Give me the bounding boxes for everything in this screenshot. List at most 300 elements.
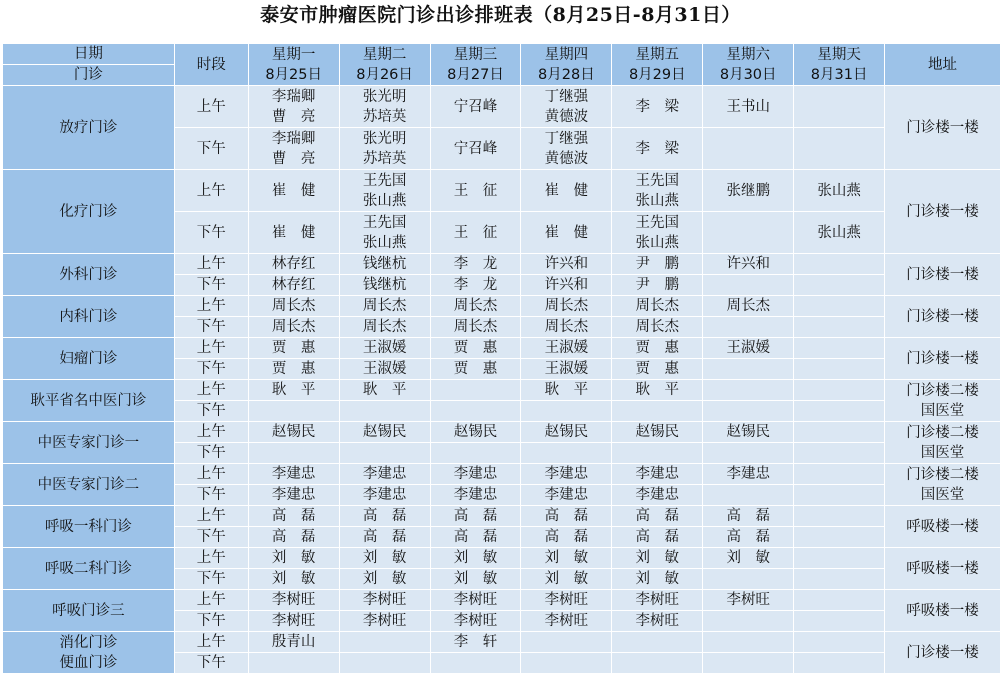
- doctor-name: 高 磊: [726, 508, 770, 524]
- department-name-line: 内科门诊: [59, 308, 118, 325]
- schedule-cell: [612, 296, 703, 317]
- department-name-line: 化疗门诊: [59, 203, 118, 220]
- schedule-cell: [521, 212, 612, 254]
- session-label-text: 下午: [196, 571, 226, 587]
- doctor-name: 李树旺: [726, 592, 770, 608]
- schedule-cell: [794, 359, 885, 380]
- session-label: [174, 254, 248, 275]
- doctor-name: 刘 敏: [271, 571, 316, 587]
- schedule-cell: [794, 611, 885, 632]
- schedule-cell: [794, 548, 885, 569]
- schedule-cell: [612, 170, 703, 212]
- doctor-name: 张山燕: [362, 234, 407, 251]
- schedule-cell: [703, 170, 794, 212]
- schedule-cell: [703, 86, 794, 128]
- schedule-cell: [430, 611, 521, 632]
- department-name-line: 中医专家门诊二: [37, 476, 140, 493]
- schedule-cell: [248, 359, 339, 380]
- session-label-text: 上午: [196, 382, 226, 398]
- schedule-cell: [794, 485, 885, 506]
- session-label: [174, 611, 248, 632]
- doctor-name: 刘 敏: [635, 550, 680, 566]
- schedule-cell: [430, 485, 521, 506]
- address-line: 门诊楼一楼: [906, 203, 979, 220]
- department-name-line: 妇瘤门诊: [59, 350, 118, 367]
- schedule-cell: [703, 380, 794, 401]
- table-row: [3, 170, 1001, 212]
- schedule-cell: [430, 443, 521, 464]
- doctor-name: 赵锡民: [544, 424, 589, 440]
- table-row: [3, 380, 1001, 401]
- session-label: [174, 569, 248, 590]
- schedule-cell: [339, 653, 430, 674]
- doctor-name: 李建忠: [362, 487, 407, 503]
- session-label-text: 上午: [196, 592, 226, 608]
- schedule-cell: [339, 506, 430, 527]
- schedule-cell: [794, 653, 885, 674]
- schedule-cell: [248, 527, 339, 548]
- session-label-text: 下午: [196, 487, 226, 503]
- session-label-text: 上午: [196, 634, 226, 650]
- session-label-text: 上午: [196, 182, 226, 199]
- date-label: 8月31日: [810, 66, 868, 83]
- schedule-cell: [430, 569, 521, 590]
- doctor-name: 周长杰: [635, 298, 680, 314]
- doctor-name: 丁继强: [544, 88, 589, 105]
- schedule-cell: [703, 590, 794, 611]
- session-label: [174, 464, 248, 485]
- department-name: [3, 506, 175, 548]
- weekday-label: 星期五: [635, 46, 680, 63]
- doctor-name: 李建忠: [271, 487, 316, 503]
- date-label: 8月27日: [447, 66, 504, 83]
- session-label-text: 上午: [196, 340, 226, 356]
- schedule-cell: [521, 317, 612, 338]
- doctor-name: 曹 亮: [271, 108, 316, 125]
- schedule-cell: [339, 632, 430, 653]
- doctor-name: 王淑媛: [362, 361, 407, 377]
- schedule-cell: [794, 275, 885, 296]
- doctor-name: 贾 惠: [453, 361, 498, 377]
- schedule-cell: [248, 569, 339, 590]
- session-label-text: 下午: [196, 529, 226, 545]
- department-name: [3, 86, 175, 170]
- doctor-name: 赵锡民: [726, 424, 770, 440]
- doctor-name: 丁继强: [544, 130, 589, 147]
- schedule-cell: [430, 401, 521, 422]
- department-address: [885, 338, 1001, 380]
- session-label: [174, 548, 248, 569]
- table-row: [3, 296, 1001, 317]
- doctor-name: 贾 惠: [635, 361, 680, 377]
- schedule-cell: [703, 254, 794, 275]
- doctor-name: 尹 鹏: [635, 277, 680, 293]
- schedule-cell: [794, 632, 885, 653]
- schedule-cell: [430, 212, 521, 254]
- schedule-cell: [339, 548, 430, 569]
- doctor-name: 高 磊: [271, 529, 316, 545]
- table-row: [3, 464, 1001, 485]
- schedule-cell: [703, 338, 794, 359]
- doctor-name: 刘 敏: [453, 550, 498, 566]
- schedule-cell: [703, 632, 794, 653]
- weekday-label: 星期六: [726, 46, 770, 63]
- schedule-cell: [248, 275, 339, 296]
- table-row: [3, 338, 1001, 359]
- doctor-name: 张山燕: [817, 224, 861, 241]
- schedule-cell: [248, 611, 339, 632]
- session-label-text: 下午: [196, 655, 226, 671]
- day-header: [521, 44, 612, 86]
- date-label: 8月30日: [719, 66, 777, 83]
- schedule-cell: [339, 464, 430, 485]
- schedule-cell: [430, 653, 521, 674]
- schedule-cell: [430, 527, 521, 548]
- department-address: [885, 422, 1001, 464]
- session-label-text: 上午: [196, 298, 226, 314]
- doctor-name: 李树旺: [362, 613, 407, 629]
- doctor-name: 高 磊: [271, 508, 316, 524]
- schedule-cell: [612, 254, 703, 275]
- schedule-cell: [339, 86, 430, 128]
- doctor-name: 苏培英: [362, 150, 407, 167]
- department-name-line: 放疗门诊: [59, 119, 118, 136]
- department-address: [885, 170, 1001, 254]
- doctor-name: 李树旺: [362, 592, 407, 608]
- schedule-cell: [339, 611, 430, 632]
- doctor-name: 李建忠: [362, 466, 407, 482]
- doctor-name: 王先国: [635, 172, 680, 189]
- department-name: [3, 422, 175, 464]
- schedule-cell: [612, 359, 703, 380]
- weekday-label: 星期四: [544, 46, 589, 63]
- schedule-cell: [612, 569, 703, 590]
- schedule-cell: [248, 443, 339, 464]
- schedule-cell: [703, 485, 794, 506]
- schedule-cell: [521, 296, 612, 317]
- department-name-line: 消化门诊: [59, 634, 118, 651]
- day-header: [794, 44, 885, 86]
- session-label-text: 上午: [196, 256, 226, 272]
- session-label: [174, 401, 248, 422]
- schedule-cell: [612, 506, 703, 527]
- schedule-cell: [521, 632, 612, 653]
- address-line: 国医堂: [920, 486, 965, 503]
- doctor-name: 刘 敏: [635, 571, 680, 587]
- department-name-line: 呼吸一科门诊: [44, 518, 132, 535]
- department-name-line: 便血门诊: [59, 654, 118, 671]
- doctor-name: 宁召峰: [453, 98, 498, 115]
- doctor-name: 高 磊: [544, 529, 589, 545]
- doctor-name: 苏培英: [362, 108, 407, 125]
- schedule-cell: [248, 170, 339, 212]
- address-line: 呼吸楼一楼: [906, 518, 979, 535]
- session-label: [174, 212, 248, 254]
- doctor-name: 高 磊: [635, 508, 680, 524]
- schedule-cell: [248, 86, 339, 128]
- doctor-name: 周长杰: [271, 319, 316, 335]
- doctor-name: 贾 惠: [271, 361, 316, 377]
- doctor-name: 李 梁: [635, 140, 680, 157]
- schedule-cell: [339, 128, 430, 170]
- table-row: [3, 632, 1001, 653]
- schedule-cell: [794, 380, 885, 401]
- department-name: [3, 464, 175, 506]
- doctor-name: 王淑媛: [544, 361, 589, 377]
- period-header: [174, 44, 248, 86]
- schedule-cell: [248, 464, 339, 485]
- schedule-cell: [612, 86, 703, 128]
- session-label: [174, 506, 248, 527]
- address-line: 门诊楼一楼: [906, 350, 979, 367]
- weekday-label: 星期二: [362, 46, 407, 63]
- schedule-cell: [612, 401, 703, 422]
- doctor-name: 耿 平: [544, 382, 589, 398]
- doctor-name: 高 磊: [362, 529, 407, 545]
- department-address: [885, 632, 1001, 674]
- doctor-name: 王先国: [635, 214, 680, 231]
- schedule-cell: [521, 170, 612, 212]
- doctor-name: 黄德波: [544, 150, 589, 167]
- schedule-cell: [612, 653, 703, 674]
- session-label-text: 下午: [196, 277, 226, 293]
- doctor-name: 李树旺: [453, 592, 498, 608]
- department-address: [885, 548, 1001, 590]
- schedule-cell: [794, 506, 885, 527]
- doctor-name: 李树旺: [544, 613, 589, 629]
- schedule-cell: [794, 86, 885, 128]
- department-address: [885, 590, 1001, 632]
- address-line: 门诊楼二楼: [906, 466, 979, 483]
- department-address: [885, 506, 1001, 548]
- schedule-cell: [703, 128, 794, 170]
- doctor-name: 李瑞卿: [271, 88, 316, 105]
- doctor-name: 张继鹏: [726, 182, 770, 199]
- address-header: [885, 44, 1001, 86]
- address-line: 国医堂: [920, 402, 965, 419]
- session-label-text: 下午: [196, 403, 226, 419]
- doctor-name: 许兴和: [726, 256, 770, 272]
- doctor-name: 耿 平: [271, 382, 316, 398]
- schedule-cell: [339, 485, 430, 506]
- doctor-name: 耿 平: [362, 382, 407, 398]
- doctor-name: 周长杰: [453, 319, 498, 335]
- doctor-name: 高 磊: [362, 508, 407, 524]
- schedule-cell: [248, 254, 339, 275]
- schedule-cell: [521, 611, 612, 632]
- doctor-name: 李建忠: [453, 487, 498, 503]
- doctor-name: 张山燕: [635, 234, 680, 251]
- doctor-name: 王书山: [726, 98, 770, 115]
- doctor-name: 许兴和: [544, 256, 589, 272]
- doctor-name: 高 磊: [453, 508, 498, 524]
- doctor-name: 李 轩: [453, 634, 498, 650]
- schedule-cell: [339, 296, 430, 317]
- schedule-cell: [794, 338, 885, 359]
- schedule-cell: [612, 590, 703, 611]
- session-label: [174, 527, 248, 548]
- doctor-name: 高 磊: [453, 529, 498, 545]
- session-label-text: 下午: [196, 445, 226, 461]
- schedule-cell: [248, 128, 339, 170]
- schedule-cell: [339, 443, 430, 464]
- schedule-cell: [794, 569, 885, 590]
- schedule-cell: [521, 380, 612, 401]
- schedule-cell: [248, 506, 339, 527]
- doctor-name: 李建忠: [453, 466, 498, 482]
- schedule-cell: [521, 338, 612, 359]
- schedule-cell: [430, 317, 521, 338]
- corner-clinic-label: 门诊: [73, 67, 103, 83]
- department-name-line: 耿平省名中医门诊: [30, 392, 147, 409]
- schedule-cell: [703, 443, 794, 464]
- schedule-cell: [248, 212, 339, 254]
- schedule-cell: [248, 653, 339, 674]
- department-name-line: 呼吸门诊三: [52, 602, 125, 619]
- doctor-name: 尹 鹏: [635, 256, 680, 272]
- schedule-cell: [339, 359, 430, 380]
- weekday-label: 星期一: [271, 46, 316, 63]
- department-address: [885, 380, 1001, 422]
- address-line: 门诊楼一楼: [906, 119, 979, 136]
- doctor-name: 李树旺: [453, 613, 498, 629]
- schedule-cell: [612, 380, 703, 401]
- department-name: [3, 632, 175, 674]
- address-line: 门诊楼二楼: [906, 424, 979, 441]
- doctor-name: 赵锡民: [362, 424, 407, 440]
- doctor-name: 周长杰: [726, 298, 770, 314]
- day-header: [703, 44, 794, 86]
- schedule-cell: [339, 317, 430, 338]
- weekday-label: 星期天: [817, 46, 861, 63]
- session-label-text: 下午: [196, 319, 226, 335]
- schedule-cell: [521, 548, 612, 569]
- schedule-cell: [612, 317, 703, 338]
- session-label: [174, 632, 248, 653]
- address-line: 门诊楼一楼: [906, 644, 979, 661]
- schedule-cell: [521, 401, 612, 422]
- address-line: 呼吸楼一楼: [906, 560, 979, 577]
- session-label: [174, 275, 248, 296]
- department-address: [885, 464, 1001, 506]
- session-label-text: 下午: [196, 361, 226, 377]
- table-row: [3, 254, 1001, 275]
- session-label: [174, 380, 248, 401]
- schedule-cell: [339, 170, 430, 212]
- address-line: 门诊楼二楼: [906, 382, 979, 399]
- address-line: 门诊楼一楼: [906, 308, 979, 325]
- doctor-name: 张山燕: [635, 192, 680, 209]
- schedule-cell: [339, 527, 430, 548]
- date-label: 8月29日: [628, 66, 686, 83]
- doctor-name: 许兴和: [544, 277, 589, 293]
- schedule-cell: [794, 170, 885, 212]
- doctor-name: 李树旺: [635, 613, 680, 629]
- doctor-name: 周长杰: [271, 298, 316, 314]
- department-name: [3, 338, 175, 380]
- doctor-name: 周长杰: [362, 319, 407, 335]
- schedule-cell: [430, 359, 521, 380]
- session-label: [174, 485, 248, 506]
- schedule-cell: [521, 506, 612, 527]
- department-name: [3, 548, 175, 590]
- schedule-cell: [521, 422, 612, 443]
- schedule-cell: [703, 653, 794, 674]
- doctor-name: 贾 惠: [271, 340, 316, 356]
- date-label: 8月25日: [265, 66, 323, 83]
- doctor-name: 刘 敏: [544, 571, 589, 587]
- doctor-name: 李树旺: [635, 592, 680, 608]
- schedule-cell: [430, 464, 521, 485]
- doctor-name: 张光明: [362, 130, 407, 147]
- doctor-name: 刘 敏: [362, 550, 407, 566]
- schedule-cell: [430, 128, 521, 170]
- schedule-cell: [521, 254, 612, 275]
- schedule-cell: [703, 401, 794, 422]
- date-label: 8月26日: [356, 66, 413, 83]
- doctor-name: 崔 健: [271, 224, 316, 241]
- doctor-name: 刘 敏: [453, 571, 498, 587]
- schedule-cell: [612, 275, 703, 296]
- schedule-cell: [248, 422, 339, 443]
- schedule-cell: [794, 590, 885, 611]
- schedule-cell: [521, 653, 612, 674]
- schedule-cell: [430, 86, 521, 128]
- schedule-cell: [430, 422, 521, 443]
- schedule-cell: [612, 527, 703, 548]
- session-label-text: 下午: [196, 613, 226, 629]
- table-row: [3, 86, 1001, 128]
- schedule-cell: [430, 338, 521, 359]
- schedule-cell: [703, 212, 794, 254]
- doctor-name: 张光明: [362, 88, 407, 105]
- schedule-cell: [794, 317, 885, 338]
- doctor-name: 王 征: [453, 224, 498, 241]
- corner-date-label: 日期: [3, 44, 174, 65]
- schedule-cell: [339, 422, 430, 443]
- doctor-name: 李树旺: [271, 592, 316, 608]
- schedule-cell: [612, 632, 703, 653]
- session-label: [174, 359, 248, 380]
- doctor-name: 刘 敏: [726, 550, 770, 566]
- department-name: [3, 254, 175, 296]
- schedule-cell: [703, 296, 794, 317]
- doctor-name: 李建忠: [635, 466, 680, 482]
- schedule-cell: [794, 212, 885, 254]
- session-label-text: 上午: [196, 466, 226, 482]
- session-label-text: 下午: [196, 224, 226, 241]
- doctor-name: 王淑媛: [726, 340, 770, 356]
- doctor-name: 崔 健: [544, 182, 589, 199]
- session-label: [174, 170, 248, 212]
- table-row: [3, 422, 1001, 443]
- doctor-name: 林存红: [271, 277, 316, 293]
- doctor-name: 刘 敏: [362, 571, 407, 587]
- department-name: [3, 170, 175, 254]
- doctor-name: 耿 平: [635, 382, 680, 398]
- doctor-name: 李建忠: [544, 487, 589, 503]
- schedule-cell: [703, 275, 794, 296]
- schedule-cell: [339, 254, 430, 275]
- department-name: [3, 296, 175, 338]
- schedule-cell: [703, 506, 794, 527]
- address-line: 门诊楼一楼: [906, 266, 979, 283]
- schedule-table: [2, 43, 1001, 674]
- weekday-label: 星期三: [453, 46, 498, 63]
- doctor-name: 王先国: [362, 214, 407, 231]
- schedule-cell: [248, 632, 339, 653]
- schedule-cell: [248, 590, 339, 611]
